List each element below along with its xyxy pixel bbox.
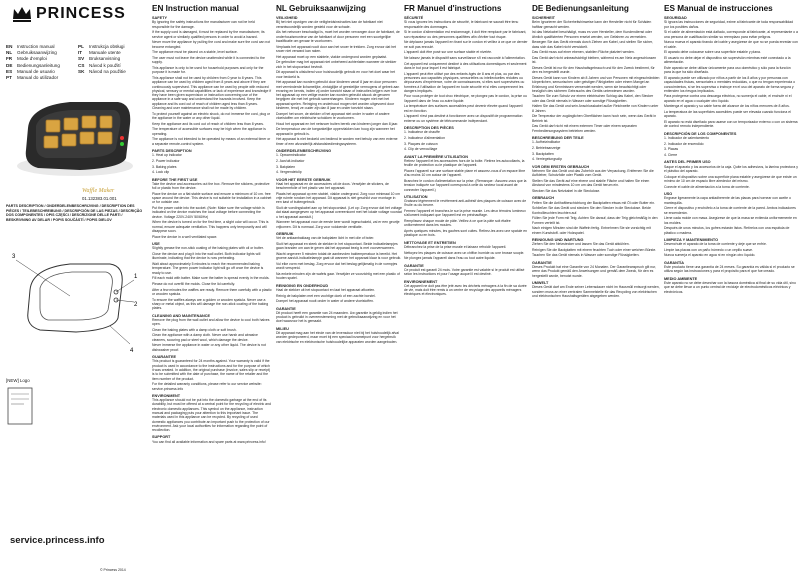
language-name: Instrukcja obsługi: [89, 44, 125, 49]
paragraph: 2. Power indicator: [152, 158, 180, 163]
language-code: IT: [78, 50, 83, 56]
language-code: PL: [78, 44, 84, 49]
paragraph: Après quelques minutes, les gaufres sont cuites. Retirez-les avec une spatule en plastique ou en bois.: [404, 229, 528, 238]
paragraph: Als het netsnoer beschadigd is, moet het worden vervangen door de fabrikant, de onderhoudsmonteur van de fabrikant of door personen met een soortgelijke kwalificatie om gevaar te voorkomen.: [276, 30, 400, 43]
copyright: © Princess 2014: [100, 568, 126, 572]
paragraph: Limpie las placas con un paño húmedo o un cepillo suave.: [664, 247, 754, 252]
section-heading: SÉCURITÉ: [404, 16, 424, 20]
paragraph: Branchez le cordon d'alimentation sur la prise. (Remarque : Assurez-vous que la tension indiquée sur l'appareil correspond à celle du secteur local avant de connecter l'appareil.): [404, 178, 527, 192]
paragraph: Wait about approximately 5 minutes to reach the recommended baking temperature. The green power indicator light will go off once the device is ready to use.: [152, 261, 264, 275]
paragraph: Placez l'appareil sur une surface stable plane et assurez-vous d'un espace libre d'au moins 10 cm autour de l'appareil.: [404, 168, 526, 178]
section-heading: GEBRUIK: [276, 232, 294, 237]
paragraph: This appliance is only to be used for household purposes and only for the purpose it is made for.: [152, 65, 264, 75]
paragraph: Nunca mueva el aparato tirando del cable y asegúrese de que no se pueda enredar con el cable.: [664, 40, 798, 49]
paragraph: Dompel het apparaat nooit onder in water of andere vloeistoffen.: [276, 299, 374, 304]
paragraph: Haal het apparaat en de accessoires uit de doos. Verwijder de stickers, de beschermfolie of het plastic van het apparaat.: [276, 181, 389, 191]
paragraph: The appliance must be placed on a stable, level surface.: [152, 50, 238, 55]
paragraph: You can find all available information and spare parts at www.princess.info!: [152, 439, 266, 444]
paragraph: Slightly grease the non-stick coating of the baking plates with oil or butter.: [152, 246, 264, 251]
language-name: Gebruiksaanwijzing: [17, 50, 57, 56]
column-title: ES Manual de instrucciones: [664, 4, 773, 13]
paragraph: Stellen Sie das Gerät auf eine ebene und stabile Fläche und halten Sie einen Abstand von mindestens 10 cm um das Gerät herum ein.: [532, 178, 650, 188]
paragraph: 4. Vergrendelclip: [276, 170, 302, 175]
paragraph: Dit apparaat is uitsluitend voor huishoudelijk gebruik en voor het doel waar het voor bedoeld is.: [276, 70, 396, 79]
paragraph: Het apparaat is niet bedoeld om bediend te worden met behulp van een externe timer of een afzonderlijk afstandsbedieningssysteem.: [276, 137, 398, 146]
paragraph: Bij het niet opvolgen van de veiligheidsinstructies kan de fabrikant niet verantwoordelijk worden gesteld voor de schade.: [276, 20, 383, 29]
paragraph: Pour vous protéger de tout choc électrique, ne plongez pas le cordon, la prise ou l'appareil dans de l'eau ou autre liquide.: [404, 94, 527, 103]
column-nl: [276, 4, 402, 572]
paragraph: Si ignora las instrucciones de seguridad, exime al fabricante de toda responsabilidad por los posibles daños.: [664, 20, 793, 29]
paragraph: Dompel het snoer, de stekker of het apparaat niet onder in water of andere vloeistoffen om elektrische schokken te voorkomen.: [276, 111, 390, 120]
language-name: Manuale utente: [89, 50, 121, 56]
paragraph: Si vous ignorez les instructions de sécurité, le fabricant ne saurait être tenu responsable des dommages.: [404, 20, 519, 29]
paragraph: Die Temperatur der zugänglichen Oberflächen kann hoch sein, wenn das Gerät in Betrieb ist.: [532, 114, 657, 123]
paragraph: Fill each mold with batter. Make sure the batter is spread evenly in the molds.: [152, 276, 270, 281]
paragraph: Remove the plug from the wall outlet and allow the device to cool both halves open.: [152, 317, 270, 327]
section-heading: REINIGING EN ONDERHOUD: [276, 283, 329, 288]
column-en: [152, 4, 272, 572]
section-heading: GARANTIE: [276, 306, 296, 311]
section-heading: UMWELT: [532, 280, 549, 285]
language-code: FR: [6, 56, 13, 62]
language-name: Manual do utilizador: [17, 75, 59, 81]
paragraph: The appliance is not intended to be operated by means of an external timer or a separate remote-control system.: [152, 137, 271, 146]
paragraph: Plaats het apparaat op een stabiel, vlakke ondergrond. Zorg voor minimaal 10 cm vrije ruimte rondom het apparaat. Dit apparaat is niet geschikt voor montage in een kast of buitengebruik.: [276, 191, 401, 205]
paragraph: Das Gerät darf nicht unbeaufsichtigt bleiben, während es am Netz angeschlossen ist.: [532, 55, 657, 65]
paragraph: Keep the appliance and its cord out of reach of children less than 8 years.: [152, 121, 264, 126]
section-heading: AVANT LA PREMIÈRE UTILISATION: [404, 154, 468, 159]
paragraph: Este producto tiene una garantía de 24 meses. Su garantía es válida si el producto se utiliza según las instrucciones y para el propósito para el que fue creado.: [664, 265, 795, 274]
paragraph: Schließen Sie das Gerät und stecken Sie den Stecker in die Steckdose. Beide Kontrollleuchten leuchten auf.: [532, 206, 651, 215]
section-heading: NETTOYAGE ET ENTRETIEN: [404, 240, 456, 245]
column-title: NL Gebruiksaanwijzing: [276, 4, 366, 13]
paragraph: 3. Plaques de cuisson: [404, 141, 438, 146]
paragraph: 1. Heat up indicator: [152, 153, 182, 158]
paragraph: Never immerse the appliance in water or any other liquid. The device is not dishwasher proof.: [152, 343, 266, 352]
section-heading: UTILISATION: [404, 194, 428, 199]
section-heading: VOOR HET EERSTE GEBRUIK: [276, 177, 331, 182]
paragraph: Después de unos minutos, los gofres estarán listos. Retírelos con una espátula de plástico o madera.: [664, 226, 790, 235]
paragraph: 2. Aan/uit-indicator: [276, 158, 305, 163]
type-label: [NEW] Logo: [6, 378, 30, 383]
column-es: [664, 4, 798, 572]
crown-icon: [11, 5, 33, 23]
paragraph: Vul elke vorm met beslag. Zorg ervoor dat het beslag gelijkmatig in de vormpjes wordt verspreid.: [276, 261, 398, 271]
paragraph: 3. Placas: [664, 147, 679, 152]
paragraph: 1. Indicateur de chauffe: [404, 130, 440, 135]
paragraph: Reinigen Sie die Backplatten mit einem feuchten Tuch oder einer weichen Bürste.: [532, 247, 657, 252]
diagram-label-1: 1: [134, 274, 138, 280]
paragraph: Engrase ligeramente la capa antiadherente de las placas para hornear con aceite o mantequilla.: [664, 196, 791, 205]
language-code: NL: [6, 50, 13, 56]
paragraph: Verplaats het apparaat nooit door aan het snoer te trekken. Zorg ervoor dat het snoer niet verward kan raken.: [276, 44, 397, 53]
cover-panel: [0, 0, 150, 575]
language-item: [78, 69, 126, 75]
paragraph: L'appareil peut être utilisé par des enfants âgés de 8 ans et plus, ou par des personnes aux capacités physiques, sensorielles ou intellectuelles réduites ou dépourvues d'expérience, votre de connaissances, si elles sont supervisées ou formées à l'utilisation de l'appareil en toute sécurité et si elles comprennent les dangers impliqués.: [404, 71, 525, 93]
paragraph: Este aparato se debe utilizar únicamente para uso doméstico y sólo para la función para la que ha sido diseñado.: [664, 65, 791, 75]
paragraph: Remplissez chaque moule de pâte. Veillez à ce que la pâte soit étalée uniformément dans les moules.: [404, 219, 511, 228]
paragraph: Na enkele minuten zijn de wafels gaar. Verwijder ze voorzichtig met een plastic of houten spatel.: [276, 271, 400, 281]
column-title: EN Instruction manual: [152, 4, 239, 13]
paragraph: Nehmen Sie das Gerät und das Zubehör aus der Verpackung. Entfernen Sie die Aufkleber, Schutzfolie oder Plastik vom Gerät.: [532, 168, 654, 178]
paragraph: Dieses Gerät darf am Ende seiner Lebensdauer nicht im Hausmüll entsorgt werden, sondern muss an einer zentralen Sammelstelle für das Recycling von elektrischen und elektronischen Haushaltsgeräten abgegeben werden.: [532, 285, 660, 298]
paragraph: Retirez l'appareil et les accessoires hors de la boîte. Retirez les autocollants, la feuille de protection ou le plastique de l'appareil.: [404, 159, 525, 168]
paragraph: This product is guaranteed for 24 months against. Your warranty is valid if the product is used in accordance to the instructions and for the purpose of which it was created. In addition, the original purchase (invoice, sales slip or receipt) is to be submitted with the date of purchase, the name of the retailer and the item number of the product.: [152, 359, 271, 381]
paragraph: Dieses Produkt hat eine Garantie von 24 Monaten. Der Garantieanspruch gilt nur, wenn das Produkt gemäß den Anweisungen und gemäß dem Zweck, für den es hergestellt wurde, benutzt wurde.: [532, 265, 657, 278]
diagram-label-3: 3: [12, 254, 16, 260]
paragraph: For the detailed warranty conditions, please refer to our service website: service.princess.info: [152, 382, 262, 391]
paragraph: Nettoyez les plaques de cuisson avec un chiffon humide ou une brosse souple.: [404, 250, 525, 255]
rating-plate-icon: [6, 386, 34, 426]
paragraph: Bewegen Sie das Gerät niemals durch Ziehen am Kabel, und stellen Sie sicher, dass sich das Kabel nicht verwickelt.: [532, 40, 653, 49]
column-title: FR Manuel d'instructions: [404, 4, 502, 13]
paragraph: Coloque el dispositivo sobre una superficie plana estable y asegúrese de que existe un mínimo de 10 cm de espacio libre alrededor del mismo.: [664, 174, 797, 183]
paragraph: Desenchufe el aparato de la toma de corriente y deje que se enfríe.: [664, 242, 767, 247]
paragraph: Este aparato no se debe desechar con la basura doméstica al final de su vida útil, sino que se debe llevar a un punto central de reciclaje de electrodomésticos eléctricos y electrónicos.: [664, 280, 796, 294]
section-heading: SICHERHEIT: [532, 16, 555, 20]
section-heading: GUARANTEE: [152, 355, 177, 360]
paragraph: Ne plongez jamais l'appareil dans l'eau ou tout autre liquide.: [404, 256, 496, 261]
paragraph: When the device is turned on for the first time, a slight odor will occur. This is normal, ensure adequate ventilation. This happens only temporarily and will disappear soon.: [152, 220, 269, 234]
language-name: Manual de usuario: [17, 68, 55, 74]
paragraph: El aparato puede ser utilizado por niños a partir de los 8 años y por personas con capacidades físicas, sensoriales o mentales reducidas, o que no tengan experiencia o conocimientos, si se les supervisa o instruye en el uso del aparato de forma segura y entienden los riesgos implicados.: [664, 75, 796, 93]
paragraph: La temperatura de las superficies accesibles puede ser elevada cuando funciona el aparato.: [664, 110, 791, 119]
paragraph: Fermez l'appareil et branchez-le sur la prise murale. Les deux témoins lumineux s'allument indiquant que l'appareil est en préchauffage.: [404, 209, 526, 218]
paragraph: 3. Bakplaten: [276, 164, 296, 169]
paragraph: Cet appareil est uniquement destiné à des utilisations domestiques et seulement dans le but pour lequel il est fabriqué.: [404, 61, 527, 70]
paragraph: 4. Cierre: [664, 153, 678, 158]
paragraph: Close the device and plug it into the wall outlet. Both indicator lights will illuminate, indicating that the device is now preheating.: [152, 251, 261, 261]
paragraph: El aparato debe colocarse sobre una superficie estable y plana.: [664, 50, 761, 55]
section-heading: REINIGUNG UND WARTUNG: [532, 237, 584, 242]
language-code: PT: [6, 75, 12, 81]
paragraph: Cet appareil ne doit pas être jeté avec les déchets ménagers à la fin de sa durée de vie, mais doit être remis à un centre de recyclage des appareils ménagers électriques et électroniques.: [404, 283, 527, 297]
paragraph: Het apparaat kan worden gebruikt door kinderen vanaf 8 jaar en door personen met verminderde lichamelijke, zintuiglijke of geestelijke vermogens of gebrek aan ervaring en kennis, indien zij onder toezicht staan of instructies krijgen over hoe het apparaat op een veilige manier kan worden gebruikt alsook de gevaren begrijpen die met het gebruik samenhangen. Kinderen mogen niet met het apparaat spelen. Reiniging en onderhoud mogen niet worden uitgevoerd door kinderen, tenzij ze ouder zijn dan 8 jaar en onder toezicht staan.: [276, 80, 400, 110]
paragraph: Please do not overfill the molds. Close the lid carefully.: [152, 281, 236, 286]
column-title: DE Bedienungsanleitung: [532, 4, 629, 13]
language-name: Instruction manual: [17, 44, 55, 49]
paragraph: Tauchen Sie das Gerät niemals in Wasser oder sonstige Flüssigkeiten.: [532, 253, 640, 258]
paragraph: Füllen Sie jede Form mit Teig. Achten Sie darauf, dass der Teig gleichmäßig in den Formen verteilt ist.: [532, 216, 658, 225]
column-de: [532, 4, 660, 572]
paragraph: Houd het apparaat en het netsnoer buiten bereik van kinderen jonger dan 8 jaar.: [276, 121, 399, 126]
section-heading: GEBRAUCH: [532, 196, 554, 201]
section-heading: CLEANING AND MAINTENANCE: [152, 313, 211, 318]
paragraph: Stecken Sie das Netzkabel in die Steckdose.: [532, 188, 601, 193]
paragraph: Graissez légèrement le revêtement anti-adhésif des plaques de cuisson avec de l'huile ou du beurre.: [404, 199, 527, 208]
section-heading: SEGURIDAD: [664, 16, 687, 20]
paragraph: Sluit het apparaat en steek de stekker in het stopcontact. Beide indicatielampjes gaan branden om aan te geven dat het apparaat bezig is met voorverwarmen.: [276, 242, 398, 251]
paragraph: 3. Baking plates: [152, 164, 177, 169]
language-code: CS: [78, 62, 85, 68]
parts-caption: PARTS DESCRIPTION / ONDERDELENBESCHRIJVING / DESCRIPTION DES PIÈCES / TEILEBESCHREIBUNG / DESCRIPCIÓN DE LAS PIEZAS / DESCRIÇÃO DOS COMPONENTES / OPIS CZĘŚCI / DESCRIZIONE DELLE PARTI / BESKRIVNING AV DELAR / POPIS SOUČÁSTÍ / POPIS DIELOV: [6, 204, 143, 222]
paragraph: L'appareil n'est pas destiné à fonctionner avec un dispositif de programmation externe ou un système de télécommande indépendant.: [404, 114, 523, 123]
paragraph: Ziehen Sie den Netzstecker und lassen Sie das Gerät abkühlen.: [532, 242, 630, 247]
paragraph: To ensure the waffles always are a golden or wooden spatula. Never use a sharp or metal object, as this will damage the non-stick coating of the baking plates.: [152, 297, 269, 311]
paragraph: Ist das Netzkabel beschädigt, muss es vom Hersteller, dem Kundendienst oder ähnlich qualifizierten Personen ersetzt werden, um Gefahren zu vermeiden.: [532, 30, 652, 39]
paragraph: Wanneer het apparaat voor de eerste keer wordt ingeschakeld, zal er een geurtje vrijkomen. Dit is normaal. Zorg voor voldoende ventilatie.: [276, 220, 400, 229]
paragraph: Ne déplacez jamais l'appareil en tirant sur le cordon et veillez à ce que ce dernier ne soit pas enroulé.: [404, 40, 528, 49]
paragraph: 4. Lock clip: [152, 170, 170, 175]
paragraph: Clean the baking plates with a damp cloth or soft brush.: [152, 327, 237, 332]
paragraph: Place the device on a flat stable surface and ensure a minimum of 10 cm. free space around the device. This device is not suitable for installation in a cabinet or for outside use.: [152, 191, 272, 205]
paragraph: La température des surfaces accessibles peut devenir élevée quand l'appareil est en fonction.: [404, 104, 523, 113]
waffle-maker-illustration: [10, 88, 140, 183]
section-heading: PARTS DESCRIPTION: [152, 148, 192, 153]
paragraph: This appliance should not be put into the domestic garbage at the end of its durability, but must be offered at a central point for the recycling of electric and electronic domestic appliances. This symbol on the appliance, instruction manual and packaging puts your attention to this important issue. The materials used in this appliance can be recycled. By recycling of used domestic appliances you contribute an important push to the protection of our environment. Ask your local authorities for information regarding the point of recollection.: [152, 398, 271, 433]
paragraph: Ce produit est garanti 24 mois. Votre garantie est valable si le produit est utilisé selon les instructions et pour l'usage auquel il est destiné.: [404, 267, 525, 277]
section-heading: GARANTIE: [404, 263, 424, 268]
paragraph: L'appareil doit être posé sur une surface stable et nivelée.: [404, 50, 492, 55]
section-heading: LIMPIEZA Y MANTENIMIENTO: [664, 237, 719, 242]
paragraph: De temperatuur van de toegankelijke oppervlakken kan hoog zijn wanneer het apparaat in gebruik is.: [276, 127, 395, 136]
paragraph: 1. Indicador de calentamiento: [664, 136, 710, 141]
paragraph: 2. Indicateur d'alimentation: [404, 136, 445, 141]
paragraph: Sluit de voedingskabel aan op het stopcontact. (Let op: Zorg ervoor dat het voltage dat staat aangegeven op het apparaat overeenkomt met het lokale voltage voordat u het apparaat aansluit.): [276, 206, 402, 219]
paragraph: Das Gerät muss auf einer ebenen, stabilen Fläche platziert werden.: [532, 50, 635, 55]
brand-logo: [6, 3, 146, 25]
paragraph: Mantenga el aparato y su cable fuera del alcance de los niños menores de 8 años.: [664, 104, 790, 109]
paragraph: Llene cada molde con masa. Asegúrese de que la masa se extienda uniformemente en los moldes.: [664, 216, 797, 225]
section-heading: ANTES DEL PRIMER USO: [664, 160, 711, 165]
paragraph: Het apparaat moet op een stabiele, vlakke ondergrond worden geplaatst.: [276, 54, 388, 59]
diagram-label-4: 4: [130, 348, 134, 354]
paragraph: Tauchen Sie zum Schutz vor einem elektrischen Schlag das Kabel, den Stecker oder das Gerät niemals in Wasser oder sonstige Flüssigkeiten.: [532, 94, 654, 103]
paragraph: 1. Aufheizindikator: [532, 140, 561, 145]
paragraph: 4. Clip de verrouillage: [404, 147, 438, 152]
paragraph: Nunca sumerja el aparato en agua ni en ningún otro líquido.: [664, 253, 756, 258]
language-code: EN: [6, 44, 13, 49]
language-code: SK: [78, 68, 85, 74]
language-name: Bedienungsanleitung: [17, 62, 60, 68]
paragraph: El usuario no debe dejar el dispositivo sin supervisión mientras esté conectado a la alimentación.: [664, 55, 791, 65]
language-name: Návod k použití: [89, 62, 121, 68]
paragraph: This appliance shall not be used by children from 0 year to 8 years. This appliance can be used by children aged from 8 years and above if they are continuously supervised. This appliance can be used by people with reduced physical, sensory or mental capabilities or lack of experience and knowledge if they have been given supervision or instruction concerning use of the appliance in a safe way and understand the hazards involved. Keep the appliance and its cord out of reach of children aged less than 8 years. Cleaning and user maintenance shall not be made by children.: [152, 75, 272, 110]
model-name: Waffle Maker: [82, 188, 115, 194]
section-heading: SUPPORT: [152, 435, 171, 440]
section-heading: VEILIGHEID: [276, 16, 298, 20]
paragraph: Dit product heeft een garantie van 24 maanden. Uw garantie is geldig indien het product is gebruikt in overeenstemming met de gebruiksaanwijzing en voor het doel waarvoor het is gemaakt.: [276, 310, 398, 324]
paragraph: Dit apparaat mag aan het einde van de levensduur niet bij het huishoudelijk afval worden gedeponeerd, maar moet bij een speciaal inzamelpunt voor hergebruik van elektrische en elektronische huishoudelijke apparaten worden aangeboden.: [276, 331, 399, 344]
brand-name: PRINCESS: [36, 5, 126, 22]
section-heading: BEFORE THE FIRST USE: [152, 177, 198, 182]
section-heading: GARANTIE: [532, 260, 552, 265]
diagram-label-2: 2: [134, 302, 138, 308]
paragraph: 2. Betriebsanzeige: [532, 146, 561, 151]
paragraph: Dieses Gerät kann von Kindern ab 8 Jahren und von Personen mit eingeschränkten körperlichen, sensorischen oder geistigen Fähigkeiten oder einem Mangel an Erfahrung und Kenntnissen verwendet werden, wenn sie beaufsichtigt oder bezüglich des sicheren Gebrauchs des Geräts unterwiesen wurden.: [532, 75, 660, 93]
paragraph: De gebruiker mag het apparaat niet onbeheerd achterlaten wanneer de stekker zich in het stopcontact bevindt.: [276, 60, 397, 69]
paragraph: After a few minutes the waffles are ready. Remove them carefully with a plastic or wooden spatula.: [152, 287, 272, 296]
section-heading: VOR DEM ERSTEN GEBRAUCH: [532, 164, 590, 169]
paragraph: Clean the appliance with a damp cloth. Never use harsh and abrasive cleaners, scouring pad or steel wool, which damage the device.: [152, 333, 258, 342]
section-heading: GARANTÍA: [664, 260, 685, 265]
paragraph: Débranchez la prise de la prise murale et laissez refroidir l'appareil.: [404, 245, 507, 249]
language-name: Návod na použitie: [89, 68, 126, 74]
section-heading: MILIEU: [276, 326, 289, 331]
paragraph: Place the device in a well ventilated space.: [152, 234, 218, 239]
model-number: 01.132383.01.001: [82, 196, 117, 201]
paragraph: Para protegerse contra una descarga eléctrica, no sumerja el cable, el enchufe ni el aparato en el agua o cualquier otro líquido.: [664, 94, 792, 103]
section-heading: ONDERDELENBESCHRIJVING: [276, 148, 332, 153]
section-heading: ENVIRONNEMENT: [404, 279, 438, 284]
language-name: Mode d'emploi: [17, 56, 47, 62]
paragraph: Take the device and accessories out the box. Remove the stickers, protective foil or plastic from the device.: [152, 181, 270, 191]
section-heading: MEDIO AMBIENTE: [664, 276, 698, 281]
section-heading: DESCRIPCIÓN DE LOS COMPONENTES: [664, 131, 737, 136]
language-code: DE: [6, 62, 13, 68]
language-name: Bruksanvisning: [89, 56, 121, 62]
paragraph: Reinig de bakplaten met een vochtige doek of een zachte borstel.: [276, 293, 376, 298]
paragraph: Si el cable de alimentación está dañado, corresponde al fabricante, al representante o a una persona de cualificación similar su reemplazo para evitar peligros.: [664, 30, 798, 39]
paragraph: Never move the appliance by pulling the cord and make sure the cord can not become entangled.: [152, 40, 271, 49]
paragraph: Wacht ongeveer 5 minuten totdat de aanbevolen baktemperatuur is bereikt. Het groene aan/uit-indicatielampje gaat uit wanneer het apparaat klaar is voor gebruik.: [276, 251, 402, 261]
section-heading: SAFETY: [152, 16, 167, 20]
section-heading: USE: [152, 242, 160, 246]
paragraph: If the supply cord is damaged, it must be replaced by the manufacturer, its service agent or similarly qualified persons in order to avoid a hazard.: [152, 30, 265, 39]
paragraph: 2. Indicador de encendido: [664, 141, 704, 146]
paragraph: Ne laissez jamais le dispositif sans surveillance s'il est raccordé à l'alimentation.: [404, 55, 526, 60]
paragraph: Fetten Sie die Antihaftbeschichtung der Backplatten etwas mit Öl oder Butter ein.: [532, 200, 656, 205]
paragraph: Si le cordon d'alimentation est endommagé, il doit être remplacé par le fabricant, son réparateur ou des personnes qualifiées afin d'éviter tout risque.: [404, 30, 527, 39]
paragraph: 1. Opwarmindicator: [276, 153, 306, 158]
paragraph: Vet de antiaanbaklaag van de bakplaten licht in met olie of boter.: [276, 236, 375, 241]
paragraph: Put the power cable into the socket. (Note: Make sure the voltage which is indicated on the device matches the local voltage before connecting the device. Voltage 220V-240V 50/60Hz): [152, 206, 265, 219]
paragraph: The temperature of accessible surfaces may be high when the appliance is operating.: [152, 127, 266, 136]
paragraph: Nach einigen Minuten sind die Waffeln fertig. Entnehmen Sie sie vorsichtig mit einem Kunststoff- oder Holzspatel.: [532, 226, 651, 235]
column-fr: [404, 4, 528, 572]
paragraph: Haal de stekker uit het stopcontact en laat het apparaat afkoelen.: [276, 287, 376, 292]
paragraph: Conecte el cable de alimentación a la toma de corriente.: [664, 184, 750, 189]
parts-diagram: [10, 240, 140, 360]
section-heading: DESCRIPTION DES PIÈCES: [404, 126, 454, 131]
paragraph: Halten Sie das Gerät und sein Anschlusskabel außer Reichweite von Kindern unter 8 Jahren.: [532, 104, 659, 113]
language-item: [6, 75, 60, 81]
service-url[interactable]: service.princess.info: [10, 535, 105, 546]
section-heading: ENVIRONMENT: [152, 393, 181, 398]
language-code: SV: [78, 56, 85, 62]
section-heading: USO: [664, 191, 673, 196]
paragraph: Beim Ignorieren der Sicherheitshinweise kann der Hersteller nicht für Schäden haftbar gemacht werden.: [532, 20, 652, 29]
paragraph: Dieses Gerät ist nur für den Haushaltsgebrauch und für den Zweck bestimmt, für den es hergestellt wurde.: [532, 65, 655, 75]
section-heading: BESCHREIBUNG DER TEILE: [532, 136, 584, 141]
paragraph: By ignoring the safety instructions the manufacturer can not be held responsible for the damage.: [152, 20, 255, 29]
paragraph: Das Gerät darf nicht mit einem externen Timer oder einem separaten Fernbedienungssystem betrieben werden.: [532, 124, 637, 133]
paragraph: El aparato no está diseñado para usarse con un temporizador externo o con un sistema de control remoto independiente.: [664, 120, 798, 129]
paragraph: 3. Backplatten: [532, 151, 554, 156]
language-code: ES: [6, 68, 13, 74]
paragraph: Cierre el dispositivo y enchúfelo a la toma de corriente de la pared. Ambos indicadores se encenderán.: [664, 206, 796, 215]
paragraph: The user must not leave the device unattended while it is connected to the supply.: [152, 55, 265, 65]
paragraph: Saque el aparato y los accesorios de la caja. Quite los adhesivos, la lámina protectora y el plástico del aparato.: [664, 164, 798, 173]
paragraph: To protect yourself against an electric shock, do not immerse the cord, plug or the appliance in the water or any other liquid.: [152, 111, 271, 120]
paragraph: 4. Verriegelungsclip: [532, 157, 563, 162]
